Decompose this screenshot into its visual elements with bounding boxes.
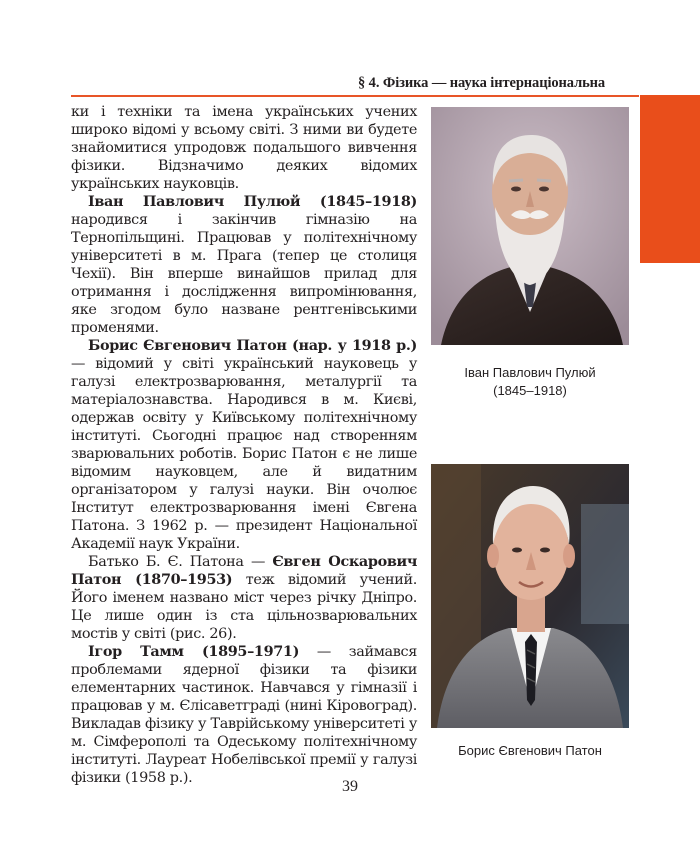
puluj-paragraph <box>71 193 417 337</box>
puluj-caption <box>431 364 629 400</box>
running-head: § 4. Фізика — наука інтернаціональна <box>358 75 606 91</box>
puluj-portrait <box>431 107 629 345</box>
tamm-name: Ігор Тамм (1895–1971) <box>88 643 300 660</box>
paton-name: Борис Євгенович Патон (нар. у 1918 р.) <box>88 337 417 354</box>
page-number: 39 <box>342 778 358 795</box>
paton-paragraph <box>71 337 417 553</box>
paton-text: — відомий у світі український науковець у галузі електрозварювання, металургії та матеріалознавства. Народився в м. Києві, одержав освіту у Київському політехнічному інституті. Сьогодні працює над створенням зварювальних роботів. Борис Патон є не лише відомим науковцем, але й видатним організатором у галузі науки. Він очолює Інститут електрозварювання імені Євгена Патона. З 1962 р. — президент Національної Академії наук України. <box>71 356 417 552</box>
intro-paragraph: ки і техніки та імена українських учених широко відомі у всьому світі. З ними ви будете знайомитися упродовж подальшого вивчення фізики. Відзначимо деяких відомих українських науковців. <box>71 104 417 192</box>
body-text <box>71 103 417 787</box>
paton-caption: Борис Євгенович Патон <box>458 743 602 758</box>
puluj-name: Іван Павлович Пулюй (1845–1918) <box>88 193 417 210</box>
chapter-tab <box>640 95 700 263</box>
father-name: Євген Оскарович Патон (1870–1953) <box>71 553 417 588</box>
tamm-paragraph <box>71 643 417 787</box>
puluj-caption-name: Іван Павлович Пулюй <box>464 365 596 380</box>
father-pre: Батько Б. Є. Патона — <box>88 554 273 570</box>
header-rule <box>71 95 639 97</box>
paton-portrait <box>431 464 629 728</box>
tamm-text: — займався проблемами ядерної фізики та фізики елементарних частинок. Навчався у гімназії і працював у м. Єлісаветграді (нині Кіровоград). Викладав фізику у Таврійському університеті у м. Сімферополі та Одеському політехнічному інституті. Лауреат Нобелівської премії у галузі фізики (1958 р.). <box>71 644 417 786</box>
father-text: теж відомий учений. Його іменем названо міст через річку Дніпро. Це лише один із ста цільнозварювальних мостів у світі (рис. 26). <box>71 572 417 642</box>
puluj-text: народився і закінчив гімназію на Тернопільщині. Працював у політехнічному університеті в м. Прага (тепер це столиця Чехії). Він вперше винайшов прилад для отримання і дослідження випромінювання, яке згодом було назване рентгенівськими променями. <box>71 212 417 336</box>
father-paragraph <box>71 553 417 643</box>
puluj-caption-years: (1845–1918) <box>493 383 567 398</box>
